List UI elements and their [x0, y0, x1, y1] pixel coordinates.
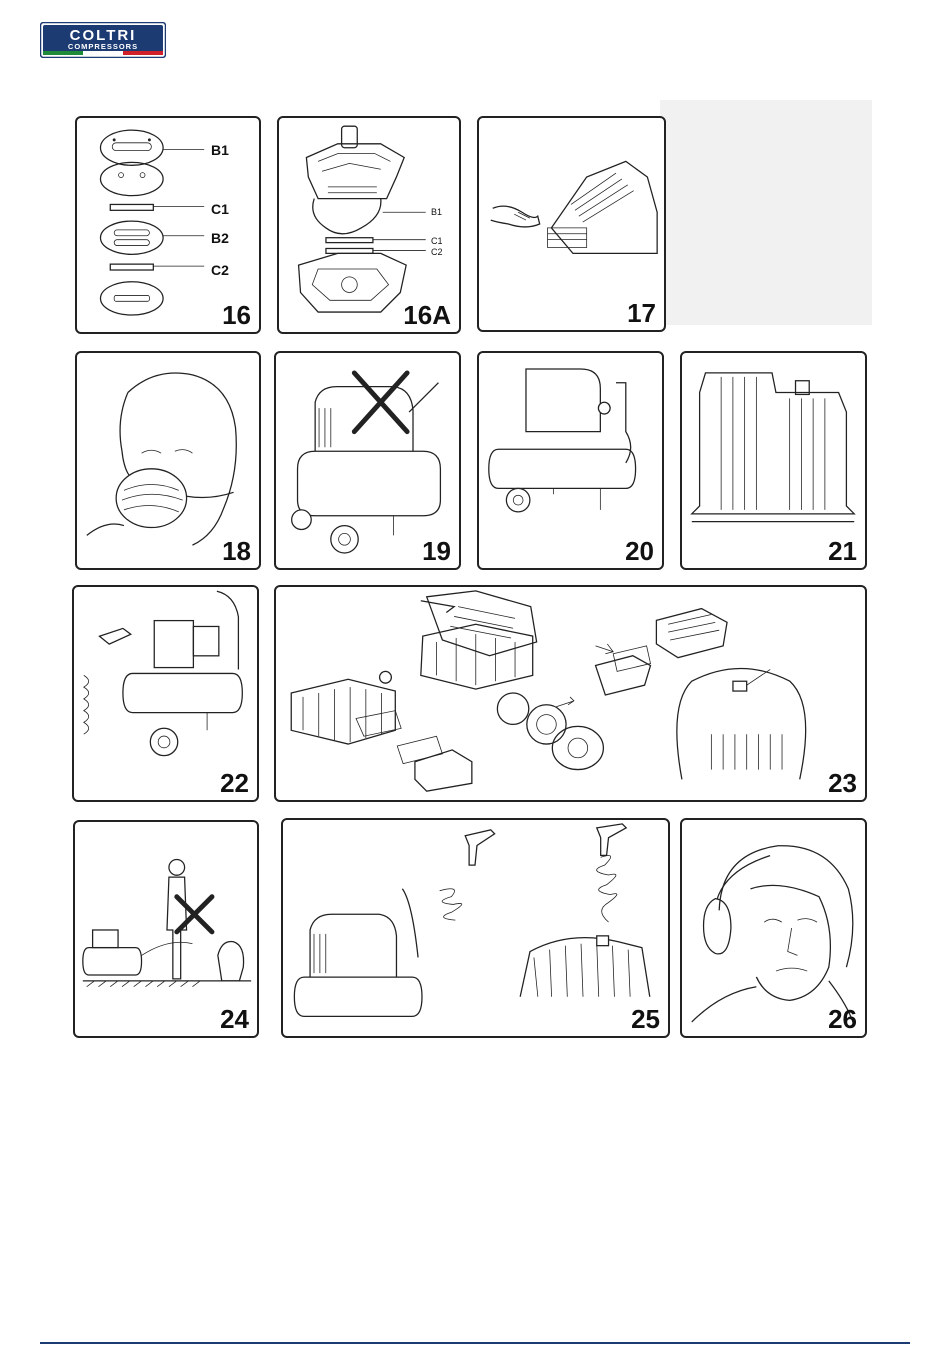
figure-25	[281, 818, 670, 1038]
grey-background	[660, 100, 872, 325]
label-c1: C1	[431, 236, 443, 246]
figure-number: 23	[828, 768, 857, 798]
figure-number: 20	[625, 536, 654, 566]
figure-24	[73, 820, 259, 1038]
figure-number: 19	[422, 536, 451, 566]
label-b2: B2	[211, 230, 229, 246]
label-c2: C2	[431, 247, 443, 257]
figure-number: 16	[222, 300, 251, 330]
figure-21	[680, 351, 867, 570]
figure-16a	[277, 116, 461, 334]
figure-number: 24	[220, 1004, 249, 1034]
figure-number: 17	[627, 298, 656, 328]
label-b1: B1	[431, 207, 443, 217]
figure-22	[72, 585, 259, 802]
figure-number: 16A	[403, 300, 451, 330]
figure-number: 18	[222, 536, 251, 566]
coltri-logo	[40, 22, 166, 58]
figure-23	[274, 585, 867, 802]
filter-replacement-exploded-illustration	[276, 587, 865, 800]
figure-19	[274, 351, 461, 570]
figure-number: 22	[220, 768, 249, 798]
footer-rule	[40, 1342, 910, 1344]
figure-number: 25	[631, 1004, 660, 1034]
figure-number: 26	[828, 1004, 857, 1034]
figure-26	[680, 818, 867, 1038]
logo-brand: COLTRI	[69, 27, 137, 44]
figure-16	[75, 116, 261, 334]
figure-17	[477, 116, 666, 332]
label-b1: B1	[211, 142, 229, 158]
compressors-with-air-hoses-illustration	[283, 820, 668, 1036]
label-c1: C1	[211, 201, 229, 217]
figure-number: 21	[828, 536, 857, 566]
logo-sub: COMPRESSORS	[67, 42, 139, 51]
figure-20	[477, 351, 664, 570]
figure-18	[75, 351, 261, 570]
label-c2: C2	[211, 262, 229, 278]
